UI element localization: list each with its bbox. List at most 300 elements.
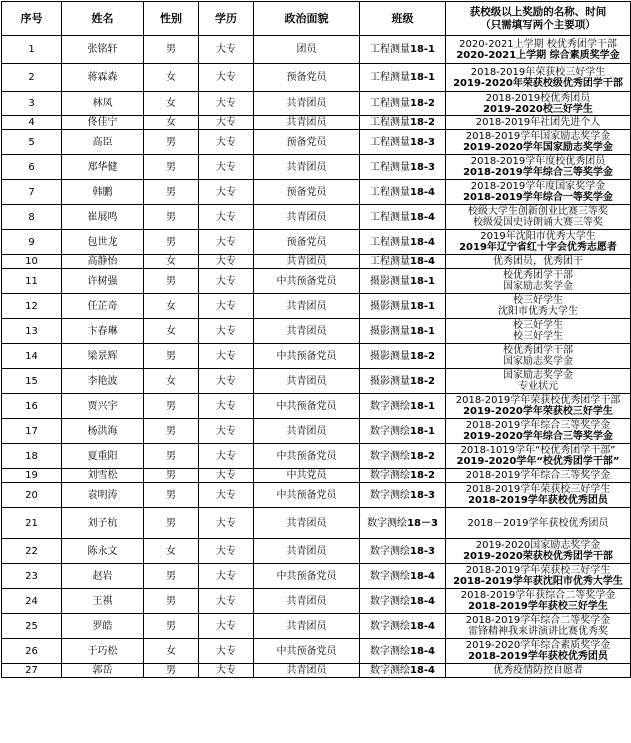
- cell-awards: [446, 36, 631, 64]
- cell-name: 郭岳: [62, 664, 144, 678]
- cell-class: [360, 180, 446, 205]
- header-name: 姓名: [62, 2, 144, 36]
- table-row: [2, 419, 631, 444]
- cell-no: 26: [2, 639, 62, 664]
- cell-education: 大专: [199, 255, 254, 269]
- cell-gender: 男: [144, 419, 199, 444]
- class-number: 18－3: [407, 517, 438, 529]
- cell-education: 大专: [199, 344, 254, 369]
- cell-class: [360, 369, 446, 394]
- cell-political: 预备党员: [254, 180, 360, 205]
- cell-political: 中共预备党员: [254, 444, 360, 469]
- table-row: [2, 539, 631, 564]
- cell-no: 25: [2, 614, 62, 639]
- cell-awards: [446, 564, 631, 589]
- award-line: 校级爱国史诗朗诵大赛三等奖: [473, 217, 603, 228]
- class-number: 18-4: [409, 186, 436, 198]
- cell-gender: 男: [144, 344, 199, 369]
- header-education: 学历: [199, 2, 254, 36]
- class-number: 18-3: [409, 161, 436, 173]
- cell-political: 共青团员: [254, 508, 360, 539]
- cell-no: 6: [2, 155, 62, 180]
- class-major: 工程测量: [369, 236, 410, 248]
- class-number: 18-1: [409, 425, 436, 437]
- class-major: 数字测绘: [369, 645, 410, 657]
- cell-name: 陈永文: [62, 539, 144, 564]
- cell-name: 袁明涛: [62, 483, 144, 508]
- class-major: 数字测绘: [369, 570, 410, 582]
- cell-class: [360, 255, 446, 269]
- cell-name: 杨洪海: [62, 419, 144, 444]
- cell-awards: [446, 230, 631, 255]
- class-number: 18-3: [409, 136, 436, 148]
- cell-education: 大专: [199, 64, 254, 92]
- cell-awards: [446, 319, 631, 344]
- cell-awards: [446, 664, 631, 678]
- cell-no: 5: [2, 130, 62, 155]
- cell-class: [360, 664, 446, 678]
- award-line: 2018-2019学年获校三好学生: [468, 601, 608, 612]
- cell-class: [360, 344, 446, 369]
- class-major: 工程测量: [369, 186, 410, 198]
- award-line: 2018-2019学年度校优秀团员: [470, 156, 606, 167]
- cell-class: [360, 589, 446, 614]
- award-line: 沈阳市优秀大学生: [498, 306, 578, 317]
- cell-no: 24: [2, 589, 62, 614]
- cell-education: 大专: [199, 130, 254, 155]
- award-line: 优秀团员，优秀团干: [493, 256, 583, 267]
- class-major: 数字测绘: [369, 470, 410, 481]
- class-number: 18-4: [409, 570, 436, 582]
- cell-political: 共青团员: [254, 294, 360, 319]
- cell-name: 赵岩: [62, 564, 144, 589]
- award-line: 2018-2019校优秀团员: [485, 92, 591, 104]
- award-line: 2019年沈阳市优秀大学生: [480, 231, 596, 242]
- cell-class: [360, 539, 446, 564]
- cell-awards: [446, 92, 631, 116]
- cell-education: 大专: [199, 319, 254, 344]
- table-row: [2, 255, 631, 269]
- cell-no: 16: [2, 394, 62, 419]
- cell-name: 郑华健: [62, 155, 144, 180]
- cell-class: [360, 36, 446, 64]
- cell-education: 大专: [199, 92, 254, 116]
- cell-gender: 男: [144, 36, 199, 64]
- cell-awards: [446, 394, 631, 419]
- cell-gender: 男: [144, 180, 199, 205]
- table-row: [2, 589, 631, 614]
- class-number: 18-2: [409, 470, 436, 481]
- cell-political: 共青团员: [254, 205, 360, 230]
- cell-name: 于巧松: [62, 639, 144, 664]
- class-number: 18-1: [409, 400, 436, 412]
- cell-awards: [446, 483, 631, 508]
- cell-awards: [446, 155, 631, 180]
- award-line: 2019-2020学年荣获校三好学生: [463, 406, 613, 417]
- award-line: 国家励志奖学金: [503, 370, 573, 381]
- cell-education: 大专: [199, 394, 254, 419]
- cell-gender: 男: [144, 483, 199, 508]
- cell-awards: [446, 589, 631, 614]
- table-row: [2, 269, 631, 294]
- cell-class: [360, 469, 446, 483]
- award-line: 校优秀团学干部: [503, 345, 573, 356]
- cell-no: 27: [2, 664, 62, 678]
- cell-education: 大专: [199, 294, 254, 319]
- award-line: 2018－2019学年获校优秀团员: [467, 517, 609, 529]
- header-no: 序号: [2, 2, 62, 36]
- cell-no: 21: [2, 508, 62, 539]
- cell-class: [360, 64, 446, 92]
- class-number: 18-1: [409, 325, 436, 337]
- cell-gender: 男: [144, 614, 199, 639]
- cell-political: 中共预备党员: [254, 344, 360, 369]
- award-line: 2019-2020学年综合三等奖学金: [463, 431, 613, 442]
- header-class: 班级: [360, 2, 446, 36]
- cell-no: 3: [2, 92, 62, 116]
- cell-political: 团员: [254, 36, 360, 64]
- cell-education: 大专: [199, 269, 254, 294]
- cell-awards: [446, 639, 631, 664]
- award-line: 2020-2021上学期 校优秀团学干部: [459, 38, 617, 50]
- cell-class: [360, 614, 446, 639]
- class-number: 18-2: [409, 450, 436, 462]
- cell-political: 共青团员: [254, 116, 360, 130]
- cell-no: 14: [2, 344, 62, 369]
- cell-name: 佟佳宁: [62, 116, 144, 130]
- class-major: 摄影测量: [369, 375, 410, 387]
- cell-awards: [446, 419, 631, 444]
- class-number: 18-4: [409, 256, 436, 267]
- cell-gender: 女: [144, 116, 199, 130]
- table-row: [2, 230, 631, 255]
- header-gender: 性别: [144, 2, 199, 36]
- class-number: 18-2: [409, 117, 436, 128]
- cell-gender: 男: [144, 589, 199, 614]
- award-line: 2018-1019学年“校优秀团学干部”: [460, 445, 616, 456]
- cell-education: 大专: [199, 639, 254, 664]
- cell-gender: 女: [144, 639, 199, 664]
- cell-name: 卞春琳: [62, 319, 144, 344]
- class-major: 工程测量: [369, 256, 410, 267]
- award-line: 2018-2019学年综合三等奖学金: [465, 470, 611, 481]
- table-row: [2, 369, 631, 394]
- cell-name: 任芷奇: [62, 294, 144, 319]
- award-line: 校优秀团学干部: [503, 270, 573, 281]
- cell-name: 高静怡: [62, 255, 144, 269]
- class-major: 数字测绘: [367, 517, 408, 529]
- table-row: [2, 319, 631, 344]
- cell-political: 中共预备党员: [254, 639, 360, 664]
- cell-class: [360, 508, 446, 539]
- cell-gender: 男: [144, 394, 199, 419]
- cell-education: 大专: [199, 508, 254, 539]
- cell-awards: [446, 539, 631, 564]
- cell-no: 8: [2, 205, 62, 230]
- class-number: 18-3: [409, 489, 436, 501]
- cell-no: 20: [2, 483, 62, 508]
- table-row: [2, 469, 631, 483]
- class-major: 数字测绘: [369, 665, 410, 676]
- cell-education: 大专: [199, 444, 254, 469]
- award-line: 2018-2019学年荣获校三好学生: [465, 484, 611, 495]
- class-number: 18-4: [409, 620, 436, 632]
- class-major: 工程测量: [369, 98, 410, 109]
- cell-awards: [446, 269, 631, 294]
- class-number: 18-4: [409, 595, 436, 607]
- class-major: 数字测绘: [369, 620, 410, 632]
- class-major: 摄影测量: [369, 325, 410, 337]
- cell-no: 4: [2, 116, 62, 130]
- cell-awards: [446, 444, 631, 469]
- cell-class: [360, 419, 446, 444]
- cell-political: 预备党员: [254, 130, 360, 155]
- award-line: 2018-2019学年荣获校优秀团学干部: [455, 395, 621, 406]
- class-number: 18-2: [409, 98, 436, 109]
- cell-no: 15: [2, 369, 62, 394]
- cell-no: 23: [2, 564, 62, 589]
- cell-political: 共青团员: [254, 319, 360, 344]
- cell-no: 17: [2, 419, 62, 444]
- cell-class: [360, 564, 446, 589]
- cell-awards: [446, 369, 631, 394]
- cell-no: 7: [2, 180, 62, 205]
- class-major: 数字测绘: [369, 545, 410, 557]
- class-number: 18-1: [409, 300, 436, 312]
- award-line: 2019-2020学年综合素质奖学金: [465, 640, 611, 651]
- award-line: 2020-2021上学期 综合素质奖学金: [456, 49, 620, 61]
- cell-class: [360, 205, 446, 230]
- class-number: 18-4: [409, 211, 436, 223]
- header-awards: [446, 2, 631, 36]
- cell-awards: [446, 130, 631, 155]
- cell-education: 大专: [199, 155, 254, 180]
- class-number: 18-1: [409, 72, 436, 83]
- cell-gender: 女: [144, 255, 199, 269]
- header-political: 政治面貌: [254, 2, 360, 36]
- cell-no: 2: [2, 64, 62, 92]
- cell-gender: 男: [144, 469, 199, 483]
- cell-name: 罗皓: [62, 614, 144, 639]
- class-major: 数字测绘: [369, 450, 410, 462]
- cell-no: 19: [2, 469, 62, 483]
- cell-class: [360, 116, 446, 130]
- cell-education: 大专: [199, 36, 254, 64]
- cell-political: 共青团员: [254, 539, 360, 564]
- award-line: 2018-2019学年国家励志奖学金: [465, 131, 611, 142]
- award-line: 国家励志奖学金: [503, 281, 573, 292]
- cell-name: 贾兴宇: [62, 394, 144, 419]
- cell-political: 中共预备党员: [254, 483, 360, 508]
- cell-gender: 男: [144, 444, 199, 469]
- cell-awards: [446, 469, 631, 483]
- cell-class: [360, 319, 446, 344]
- cell-awards: [446, 64, 631, 92]
- cell-no: 9: [2, 230, 62, 255]
- table-row: [2, 614, 631, 639]
- award-line: 雷锋精神我来讲演讲比赛优秀奖: [468, 626, 608, 637]
- table-row: [2, 394, 631, 419]
- cell-class: [360, 294, 446, 319]
- cell-political: 中共预备党员: [254, 269, 360, 294]
- cell-gender: 女: [144, 319, 199, 344]
- table-row: [2, 205, 631, 230]
- cell-political: 中共党员: [254, 469, 360, 483]
- table-row: [2, 294, 631, 319]
- table-row: [2, 664, 631, 678]
- table-row: [2, 639, 631, 664]
- award-table: [1, 1, 631, 678]
- award-line: 校三好学生: [513, 331, 563, 342]
- cell-awards: [446, 508, 631, 539]
- table-row: [2, 116, 631, 130]
- cell-education: 大专: [199, 589, 254, 614]
- class-major: 数字测绘: [369, 425, 410, 437]
- cell-awards: [446, 180, 631, 205]
- cell-gender: 男: [144, 205, 199, 230]
- class-major: 工程测量: [369, 161, 410, 173]
- award-line: 2018-2019年荣获校三好学生: [470, 66, 606, 78]
- cell-education: 大专: [199, 180, 254, 205]
- class-major: 摄影测量: [369, 350, 410, 362]
- cell-name: 张铭轩: [62, 36, 144, 64]
- cell-no: 22: [2, 539, 62, 564]
- cell-awards: [446, 614, 631, 639]
- cell-political: 共青团员: [254, 255, 360, 269]
- class-number: 18-4: [409, 665, 436, 676]
- table-row: [2, 36, 631, 64]
- cell-political: 共青团员: [254, 92, 360, 116]
- cell-no: 11: [2, 269, 62, 294]
- award-line: 国家励志奖学金: [503, 356, 573, 367]
- table-row: [2, 64, 631, 92]
- cell-political: 中共预备党员: [254, 564, 360, 589]
- award-line: 校三好学生: [513, 320, 563, 331]
- class-major: 数字测绘: [369, 489, 410, 501]
- cell-education: 大专: [199, 369, 254, 394]
- cell-education: 大专: [199, 539, 254, 564]
- cell-political: 共青团员: [254, 614, 360, 639]
- cell-gender: 男: [144, 564, 199, 589]
- cell-class: [360, 483, 446, 508]
- header-awards-line2: （只需填写两个主要项）: [480, 18, 596, 31]
- cell-class: [360, 155, 446, 180]
- class-number: 18-3: [409, 545, 436, 557]
- cell-no: 10: [2, 255, 62, 269]
- cell-education: 大专: [199, 614, 254, 639]
- class-major: 摄影测量: [369, 275, 410, 287]
- class-major: 数字测绘: [369, 595, 410, 607]
- cell-class: [360, 444, 446, 469]
- cell-name: 高臣: [62, 130, 144, 155]
- table-row: [2, 483, 631, 508]
- award-line: 2018-2019学年度国家奖学金: [470, 181, 606, 192]
- class-number: 18-4: [409, 236, 436, 248]
- class-major: 工程测量: [369, 72, 410, 83]
- cell-awards: [446, 205, 631, 230]
- table-row: [2, 155, 631, 180]
- cell-name: 刘雪松: [62, 469, 144, 483]
- award-line: 2018-2019学年荣获校三好学生: [465, 565, 611, 576]
- cell-education: 大专: [199, 469, 254, 483]
- cell-name: 李艳波: [62, 369, 144, 394]
- award-line: 2019-2020国家励志奖学金: [475, 540, 601, 551]
- class-major: 工程测量: [369, 44, 410, 55]
- cell-class: [360, 639, 446, 664]
- cell-name: 许树强: [62, 269, 144, 294]
- table-row: [2, 130, 631, 155]
- cell-gender: 男: [144, 155, 199, 180]
- cell-class: [360, 394, 446, 419]
- table-row: [2, 444, 631, 469]
- table-row: [2, 344, 631, 369]
- class-number: 18-1: [409, 275, 436, 287]
- cell-political: 共青团员: [254, 419, 360, 444]
- cell-gender: 女: [144, 294, 199, 319]
- award-line: 2018-2019学年获综合二等奖学金: [460, 590, 616, 601]
- table-row: [2, 564, 631, 589]
- award-line: 2019-2020学年“校优秀团学干部”: [456, 456, 620, 467]
- class-number: 18-1: [409, 44, 436, 55]
- cell-education: 大专: [199, 664, 254, 678]
- cell-political: 预备党员: [254, 230, 360, 255]
- award-line: 2018-2019年社团先进个人: [475, 117, 601, 128]
- header-row: [2, 2, 631, 36]
- cell-name: 韩鹏: [62, 180, 144, 205]
- class-major: 工程测量: [369, 117, 410, 128]
- cell-name: 崔展鸣: [62, 205, 144, 230]
- cell-name: 王祺: [62, 589, 144, 614]
- cell-name: 刘子杭: [62, 508, 144, 539]
- cell-political: 中共预备党员: [254, 394, 360, 419]
- cell-gender: 女: [144, 369, 199, 394]
- cell-gender: 男: [144, 269, 199, 294]
- class-number: 18-2: [409, 350, 436, 362]
- cell-political: 共青团员: [254, 155, 360, 180]
- class-major: 工程测量: [369, 136, 410, 148]
- cell-education: 大专: [199, 230, 254, 255]
- cell-gender: 女: [144, 92, 199, 116]
- award-line: 2019年辽宁省红十字会优秀志愿者: [459, 242, 617, 253]
- cell-education: 大专: [199, 205, 254, 230]
- cell-name: 林凤: [62, 92, 144, 116]
- class-number: 18-2: [409, 375, 436, 387]
- cell-political: 共青团员: [254, 369, 360, 394]
- cell-name: 包世龙: [62, 230, 144, 255]
- table-row: [2, 180, 631, 205]
- cell-class: [360, 130, 446, 155]
- cell-name: 梁景辉: [62, 344, 144, 369]
- cell-class: [360, 230, 446, 255]
- cell-gender: 男: [144, 664, 199, 678]
- award-line: 优秀疫情防控自愿者: [493, 665, 583, 676]
- award-line: 2018-2019学年综合二等奖学金: [465, 615, 611, 626]
- cell-name: 夏重阳: [62, 444, 144, 469]
- award-line: 2019-2020学年国家励志奖学金: [463, 142, 613, 153]
- award-line: 2018-2019学年综合三等奖学金: [463, 167, 613, 178]
- header-awards-line1: 获校级以上奖励的名称、时间: [469, 5, 607, 18]
- cell-gender: 男: [144, 508, 199, 539]
- cell-education: 大专: [199, 419, 254, 444]
- award-line: 校级大学生创新创业比赛三等奖: [468, 206, 608, 217]
- award-line: 2018-2019学年获沈阳市优秀大学生: [453, 576, 623, 587]
- cell-no: 18: [2, 444, 62, 469]
- cell-class: [360, 269, 446, 294]
- class-major: 数字测绘: [369, 400, 410, 412]
- cell-education: 大专: [199, 116, 254, 130]
- cell-awards: [446, 344, 631, 369]
- cell-no: 13: [2, 319, 62, 344]
